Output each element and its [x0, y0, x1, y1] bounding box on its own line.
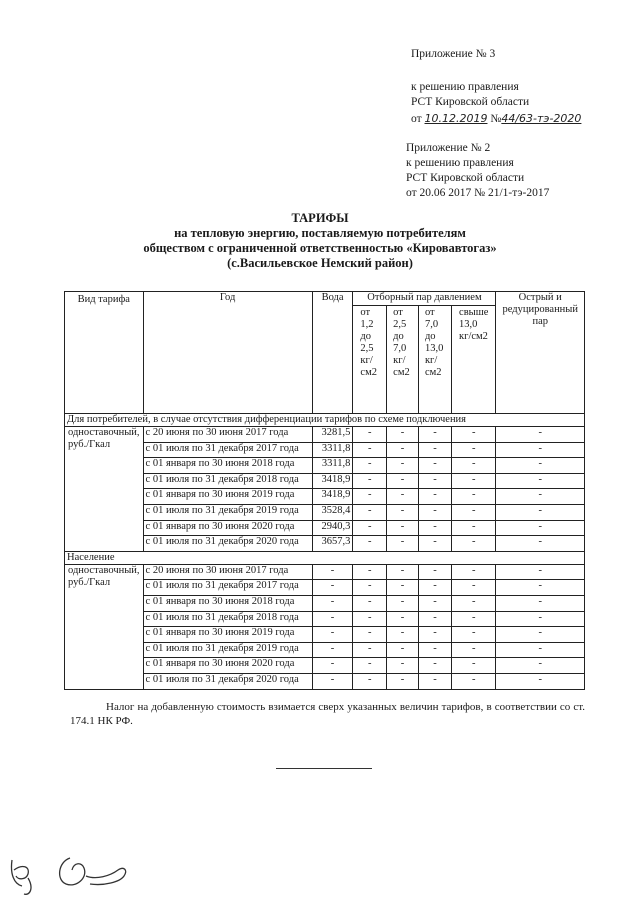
steam-value-cell: -	[418, 595, 451, 611]
steam-value-cell: -	[418, 442, 451, 458]
water-cell: 3281,5	[312, 427, 353, 443]
steam-value-cell: -	[353, 564, 387, 580]
table-row	[65, 442, 585, 458]
period-cell: с 01 июля по 31 декабря 2019 года	[143, 504, 312, 520]
steam-value-cell: -	[353, 595, 387, 611]
water-cell: -	[312, 642, 353, 658]
title-line-2: на тепловую энергию, поставляемую потребителям	[174, 226, 466, 240]
steam-value-cell: -	[418, 627, 451, 643]
steam-value-cell: -	[496, 458, 585, 474]
steam-value-cell: -	[418, 658, 451, 674]
appendix-2-ref-line-1: к решению правления	[406, 157, 514, 169]
steam-value-cell: -	[353, 673, 387, 689]
header-reduced-steam: Острый и редуцированный пар	[496, 292, 585, 414]
period-cell: с 01 января по 30 июня 2018 года	[143, 458, 312, 474]
water-cell: -	[312, 580, 353, 596]
steam-value-cell: -	[452, 673, 496, 689]
document-title: ТАРИФЫ	[291, 211, 349, 225]
steam-value-cell: -	[418, 564, 451, 580]
tariff-table	[64, 291, 585, 690]
steam-value-cell: -	[452, 536, 496, 552]
water-cell: -	[312, 611, 353, 627]
period-cell: с 01 июля по 31 декабря 2017 года	[143, 580, 312, 596]
steam-value-cell: -	[387, 627, 419, 643]
from-prefix: от	[411, 113, 422, 125]
period-cell: с 01 января по 30 июня 2019 года	[143, 627, 312, 643]
steam-value-cell: -	[496, 627, 585, 643]
steam-value-cell: -	[387, 442, 419, 458]
steam-value-cell: -	[387, 611, 419, 627]
table-row	[65, 658, 585, 674]
tariff-type-cell: одноставочный, руб./Гкал	[65, 564, 144, 689]
appendix-2-label: Приложение № 2	[406, 142, 491, 154]
period-cell: с 01 июля по 31 декабря 2018 года	[143, 473, 312, 489]
section-1-rows	[65, 427, 585, 552]
reference-line-2: РСТ Кировской области	[411, 96, 530, 108]
steam-value-cell: -	[496, 427, 585, 443]
period-cell: с 01 января по 30 июня 2018 года	[143, 595, 312, 611]
water-cell: 3418,9	[312, 473, 353, 489]
table-row	[65, 673, 585, 689]
steam-value-cell: -	[353, 427, 387, 443]
water-cell: 3311,8	[312, 458, 353, 474]
table-row	[65, 642, 585, 658]
water-cell: 2940,3	[312, 520, 353, 536]
steam-value-cell: -	[353, 580, 387, 596]
steam-value-cell: -	[387, 564, 419, 580]
steam-value-cell: -	[452, 458, 496, 474]
table-row	[65, 564, 585, 580]
steam-value-cell: -	[418, 611, 451, 627]
handwritten-date: 10.12.2019	[424, 112, 488, 125]
steam-value-cell: -	[452, 489, 496, 505]
steam-value-cell: -	[496, 489, 585, 505]
steam-value-cell: -	[387, 520, 419, 536]
table-row	[65, 427, 585, 443]
steam-value-cell: -	[496, 520, 585, 536]
steam-value-cell: -	[353, 489, 387, 505]
header-water: Вода	[312, 292, 353, 414]
steam-value-cell: -	[452, 627, 496, 643]
header-steam: Отборный пар давлением	[353, 292, 496, 306]
steam-value-cell: -	[353, 473, 387, 489]
steam-value-cell: -	[452, 427, 496, 443]
steam-value-cell: -	[496, 658, 585, 674]
appendix-2-ref-line-3: от 20.06 2017 № 21/1-тэ-2017	[406, 187, 550, 199]
steam-value-cell: -	[353, 504, 387, 520]
steam-value-cell: -	[496, 564, 585, 580]
initials-signature	[11, 860, 30, 894]
steam-value-cell: -	[353, 611, 387, 627]
steam-value-cell: -	[353, 536, 387, 552]
steam-value-cell: -	[452, 442, 496, 458]
number-prefix: №	[490, 113, 502, 125]
steam-value-cell: -	[452, 520, 496, 536]
steam-value-cell: -	[418, 580, 451, 596]
header-pressure-2: от 2,5 до 7,0 кг/см2	[387, 306, 419, 414]
water-cell: -	[312, 658, 353, 674]
period-cell: с 20 июня по 30 июня 2017 года	[143, 427, 312, 443]
vat-note: Налог на добавленную стоимость взимается сверх указанных величин тарифов, в соответствии со ст. 174.1 НК РФ.	[70, 701, 585, 727]
period-cell: с 01 января по 30 июня 2020 года	[143, 520, 312, 536]
steam-value-cell: -	[452, 564, 496, 580]
steam-value-cell: -	[387, 427, 419, 443]
reference-line-3	[411, 111, 581, 127]
steam-value-cell: -	[353, 658, 387, 674]
steam-value-cell: -	[353, 442, 387, 458]
table-row	[65, 580, 585, 596]
steam-value-cell: -	[353, 627, 387, 643]
steam-value-cell: -	[387, 504, 419, 520]
steam-value-cell: -	[387, 458, 419, 474]
steam-value-cell: -	[496, 595, 585, 611]
period-cell: с 01 июля по 31 декабря 2019 года	[143, 642, 312, 658]
steam-value-cell: -	[387, 536, 419, 552]
signature-marks	[0, 840, 140, 900]
steam-value-cell: -	[387, 580, 419, 596]
steam-value-cell: -	[353, 458, 387, 474]
separator-line	[276, 768, 372, 769]
table-row	[65, 611, 585, 627]
period-cell: с 01 июля по 31 декабря 2018 года	[143, 611, 312, 627]
section-title: Для потребителей, в случае отсутствия дифференциации тарифов по схеме подключения	[65, 414, 585, 427]
steam-value-cell: -	[418, 520, 451, 536]
title-line-4: (с.Васильевское Немский район)	[227, 256, 413, 270]
table-row	[65, 627, 585, 643]
steam-value-cell: -	[418, 427, 451, 443]
header-pressure-4: свыше 13,0 кг/см2	[452, 306, 496, 414]
period-cell: с 01 января по 30 июня 2020 года	[143, 658, 312, 674]
water-cell: -	[312, 673, 353, 689]
official-signature	[60, 858, 126, 885]
steam-value-cell: -	[353, 520, 387, 536]
period-cell: с 01 июля по 31 декабря 2017 года	[143, 442, 312, 458]
steam-value-cell: -	[387, 473, 419, 489]
steam-value-cell: -	[496, 442, 585, 458]
table-row	[65, 536, 585, 552]
header-pressure-3: от 7,0 до 13,0 кг/см2	[418, 306, 451, 414]
steam-value-cell: -	[418, 673, 451, 689]
period-cell: с 01 января по 30 июня 2019 года	[143, 489, 312, 505]
steam-value-cell: -	[387, 489, 419, 505]
steam-value-cell: -	[418, 536, 451, 552]
steam-value-cell: -	[353, 642, 387, 658]
steam-value-cell: -	[418, 642, 451, 658]
water-cell: 3528,4	[312, 504, 353, 520]
steam-value-cell: -	[496, 536, 585, 552]
table-row	[65, 473, 585, 489]
table-row	[65, 458, 585, 474]
steam-value-cell: -	[496, 473, 585, 489]
steam-value-cell: -	[496, 642, 585, 658]
water-cell: 3657,3	[312, 536, 353, 552]
steam-value-cell: -	[387, 658, 419, 674]
header-year: Год	[143, 292, 312, 414]
steam-value-cell: -	[452, 580, 496, 596]
table-row	[65, 504, 585, 520]
header-pressure-1: от 1,2 до 2,5 кг/см2	[353, 306, 387, 414]
reference-line-1: к решению правления	[411, 81, 519, 93]
handwritten-number: 44/63-тэ-2020	[501, 112, 582, 125]
appendix-3-label: Приложение № 3	[411, 48, 496, 60]
title-line-3: обществом с ограниченной ответственностью «Кировавтогаз»	[143, 241, 497, 255]
steam-value-cell: -	[496, 504, 585, 520]
steam-value-cell: -	[452, 611, 496, 627]
steam-value-cell: -	[418, 473, 451, 489]
table-row	[65, 595, 585, 611]
section-title: Население	[65, 551, 585, 564]
steam-value-cell: -	[496, 673, 585, 689]
steam-value-cell: -	[452, 504, 496, 520]
steam-value-cell: -	[387, 642, 419, 658]
steam-value-cell: -	[452, 595, 496, 611]
steam-value-cell: -	[452, 473, 496, 489]
water-cell: -	[312, 627, 353, 643]
steam-value-cell: -	[418, 504, 451, 520]
water-cell: -	[312, 595, 353, 611]
section-2-rows	[65, 564, 585, 689]
steam-value-cell: -	[452, 642, 496, 658]
period-cell: с 20 июня по 30 июня 2017 года	[143, 564, 312, 580]
steam-value-cell: -	[496, 611, 585, 627]
water-cell: 3418,9	[312, 489, 353, 505]
steam-value-cell: -	[387, 673, 419, 689]
steam-value-cell: -	[418, 458, 451, 474]
period-cell: с 01 июля по 31 декабря 2020 года	[143, 673, 312, 689]
steam-value-cell: -	[452, 658, 496, 674]
table-row	[65, 520, 585, 536]
water-cell: -	[312, 564, 353, 580]
period-cell: с 01 июля по 31 декабря 2020 года	[143, 536, 312, 552]
tariff-type-cell: одноставочный, руб./Гкал	[65, 427, 144, 552]
steam-value-cell: -	[418, 489, 451, 505]
table-row	[65, 489, 585, 505]
appendix-2-ref-line-2: РСТ Кировской области	[406, 172, 525, 184]
steam-value-cell: -	[387, 595, 419, 611]
header-tariff-type: Вид тарифа	[65, 292, 144, 414]
water-cell: 3311,8	[312, 442, 353, 458]
steam-value-cell: -	[496, 580, 585, 596]
